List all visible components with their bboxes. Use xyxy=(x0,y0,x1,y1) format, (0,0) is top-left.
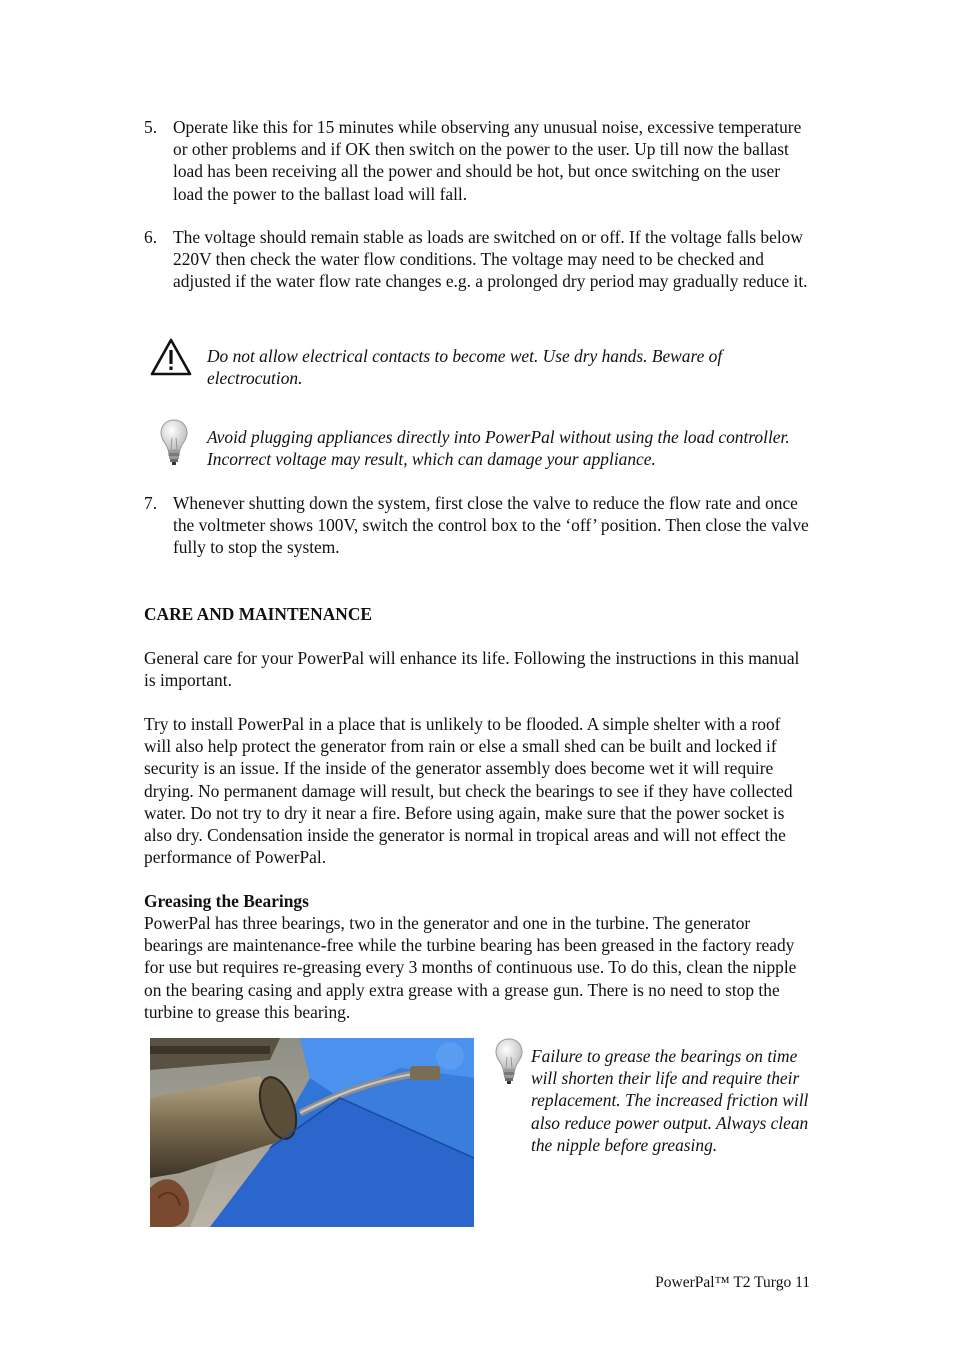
page-footer: PowerPal™ T2 Turgo 11 xyxy=(655,1274,810,1291)
step-number: 5. xyxy=(144,117,158,137)
subheading-greasing: Greasing the Bearings xyxy=(144,891,309,911)
lightbulb-icon xyxy=(159,418,189,473)
lightbulb-icon xyxy=(494,1037,524,1092)
care-paragraph-2: Try to install PowerPal in a place that is unlikely to be flooded. A simple shelter with a roof will also help protect the generator from rain or else a small shed can be built and locked if security is an issue. If the inside of the generator assembly does become wet it will require drying. No permanent damage will result, but check the bearings to see if they have collected water. Do not try to dry it near a fire. Before using again, make sure that the power socket is also dry. Condensation inside the generator is normal in tropical areas and will not effect the performance of PowerPal. xyxy=(144,714,793,868)
step-7 xyxy=(144,492,810,559)
tip-note: Avoid plugging appliances directly into PowerPal without using the load controller. Incorrect voltage may result, which can damage your appliance. xyxy=(207,427,790,470)
step-text: Whenever shutting down the system, first close the valve to reduce the flow rate and once the voltmeter shows 100V, switch the control box to the ‘off’ position. Then close the valve fully to stop the system. xyxy=(173,493,809,558)
step-6 xyxy=(144,226,810,293)
care-paragraph-1: General care for your PowerPal will enhance its life. Following the instructions in this manual is important. xyxy=(144,648,800,691)
grease-gun-photo xyxy=(150,1038,474,1227)
step-text: Operate like this for 15 minutes while observing any unusual noise, excessive temperature or other problems and if OK then switch on the power to the user. Up till now the ballast load has been receiving all the power and should be hot, but once switching on the user load the power to the ballast load will fall. xyxy=(173,117,802,204)
greasing-paragraph: PowerPal has three bearings, two in the generator and one in the turbine. The generator bearings are maintenance-free while the turbine bearing has been greased in the factory ready for use but requires re-greasing every 3 months of continuous use. To do this, clean the nipple on the bearing casing and apply extra grease with a grease gun. There is no need to stop the turbine to grease this bearing. xyxy=(144,913,797,1022)
warning-triangle-icon xyxy=(149,337,193,382)
step-number: 6. xyxy=(144,227,158,247)
greasing-tip-note: Failure to grease the bearings on time will shorten their life and require their replacement. The increased friction will also reduce power output. Always clean the nipple before greasing. xyxy=(531,1046,809,1155)
section-heading-care: CARE AND MAINTENANCE xyxy=(144,604,373,624)
step-number: 7. xyxy=(144,493,158,513)
warning-note: Do not allow electrical contacts to become wet. Use dry hands. Beware of electrocution. xyxy=(207,346,723,389)
step-5 xyxy=(144,116,810,205)
step-text: The voltage should remain stable as loads are switched on or off. If the voltage falls below 220V then check the water flow conditions. The voltage may need to be checked and adjusted if the water flow rate changes e.g. a prolonged dry period may gradually reduce it. xyxy=(173,227,808,292)
